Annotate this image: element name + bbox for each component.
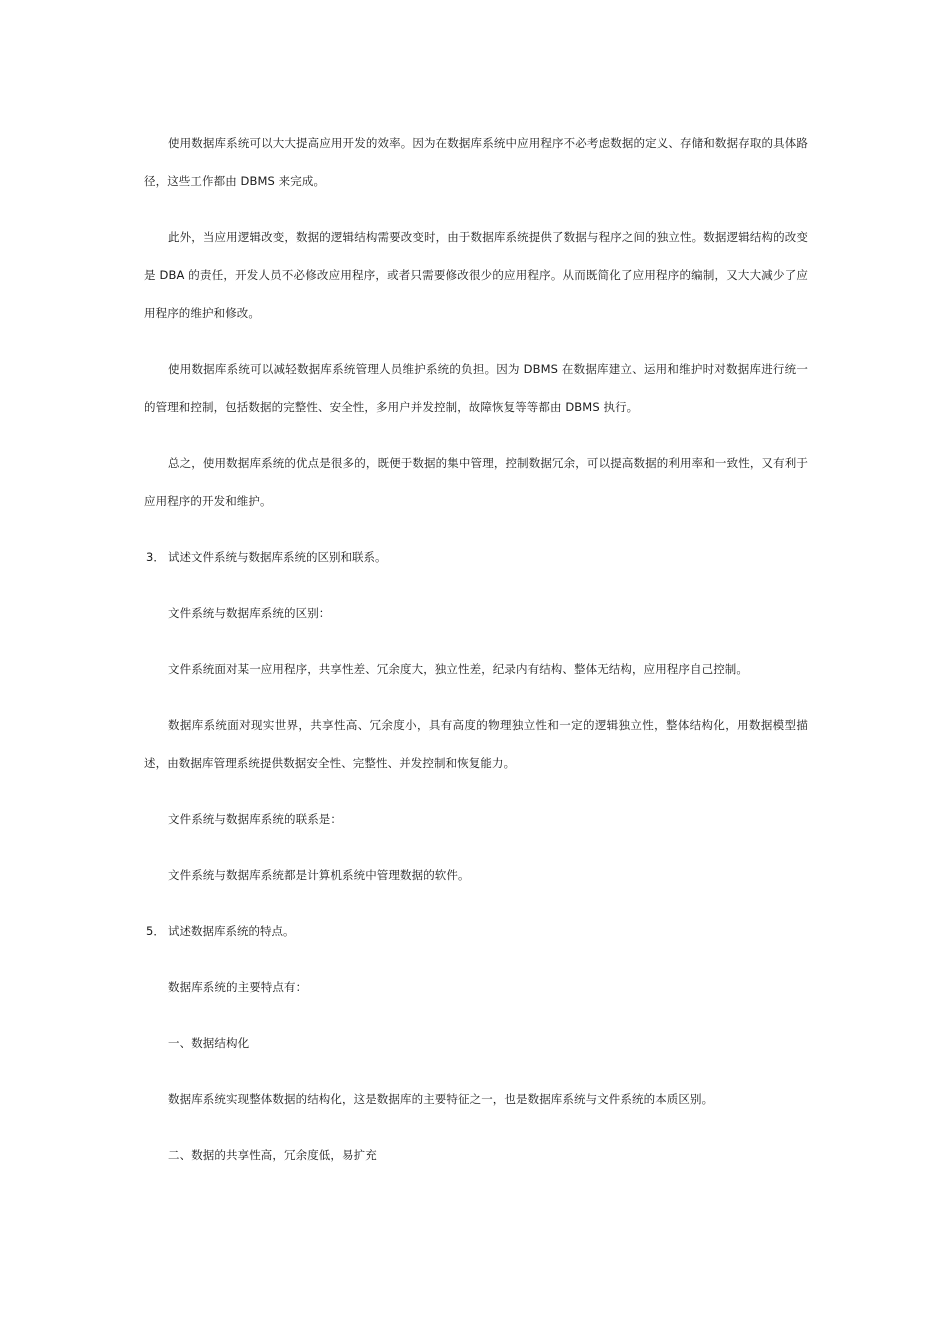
question-5-heading bbox=[144, 912, 808, 950]
paragraph-file-system: 文件系统面对某一应用程序，共享性差、冗余度大，独立性差，纪录内有结构、整体无结构，应用程序自己控制。 bbox=[168, 662, 748, 676]
paragraph-feature-1-title: 一、数据结构化 bbox=[168, 1036, 250, 1050]
paragraph-efficiency: 使用数据库系统可以大大提高应用开发的效率。因为在数据库系统中应用程序不必考虑数据的定义、存储和数据存取的具体路径，这些工作都由 DBMS 来完成。 bbox=[144, 136, 808, 188]
paragraph-summary: 总之，使用数据库系统的优点是很多的，既便于数据的集中管理，控制数据冗余，可以提高数据的利用率和一致性，又有利于应用程序的开发和维护。 bbox=[144, 456, 808, 508]
paragraph-logical-independence: 此外，当应用逻辑改变，数据的逻辑结构需要改变时，由于数据库系统提供了数据与程序之间的独立性。数据逻辑结构的改变是 DBA 的责任，开发人员不必修改应用程序，或者只需要修改很少的应用程序。从而既简化了应用程序的编制，又大大减少了应用程序的维护和修改。 bbox=[144, 230, 808, 320]
document-body bbox=[144, 124, 808, 1192]
paragraph-difference-label: 文件系统与数据库系统的区别： bbox=[168, 606, 331, 620]
paragraph-database-system: 数据库系统面对现实世界，共享性高、冗余度小，具有高度的物理独立性和一定的逻辑独立性，整体结构化，用数据模型描述，由数据库管理系统提供数据安全性、完整性、并发控制和恢复能力。 bbox=[144, 718, 808, 770]
question-3-heading bbox=[144, 538, 808, 576]
paragraph-features-intro: 数据库系统的主要特点有： bbox=[168, 980, 308, 994]
paragraph-relation-label: 文件系统与数据库系统的联系是： bbox=[168, 812, 342, 826]
question-text: 试述数据库系统的特点。 bbox=[168, 924, 295, 938]
paragraph-relation: 文件系统与数据库系统都是计算机系统中管理数据的软件。 bbox=[168, 868, 470, 882]
question-text: 试述文件系统与数据库系统的区别和联系。 bbox=[168, 550, 387, 564]
question-number: 5． bbox=[146, 924, 165, 938]
paragraph-dba-burden: 使用数据库系统可以减轻数据库系统管理人员维护系统的负担。因为 DBMS 在数据库建立、运用和维护时对数据库进行统一的管理和控制，包括数据的完整性、安全性，多用户并发控制，故障恢复等等都由 DBMS 执行。 bbox=[144, 362, 808, 414]
question-number: 3． bbox=[146, 550, 165, 564]
paragraph-feature-1-body: 数据库系统实现整体数据的结构化，这是数据库的主要特征之一，也是数据库系统与文件系统的本质区别。 bbox=[168, 1092, 714, 1106]
paragraph-feature-2-title: 二、数据的共享性高，冗余度低，易扩充 bbox=[168, 1148, 377, 1162]
